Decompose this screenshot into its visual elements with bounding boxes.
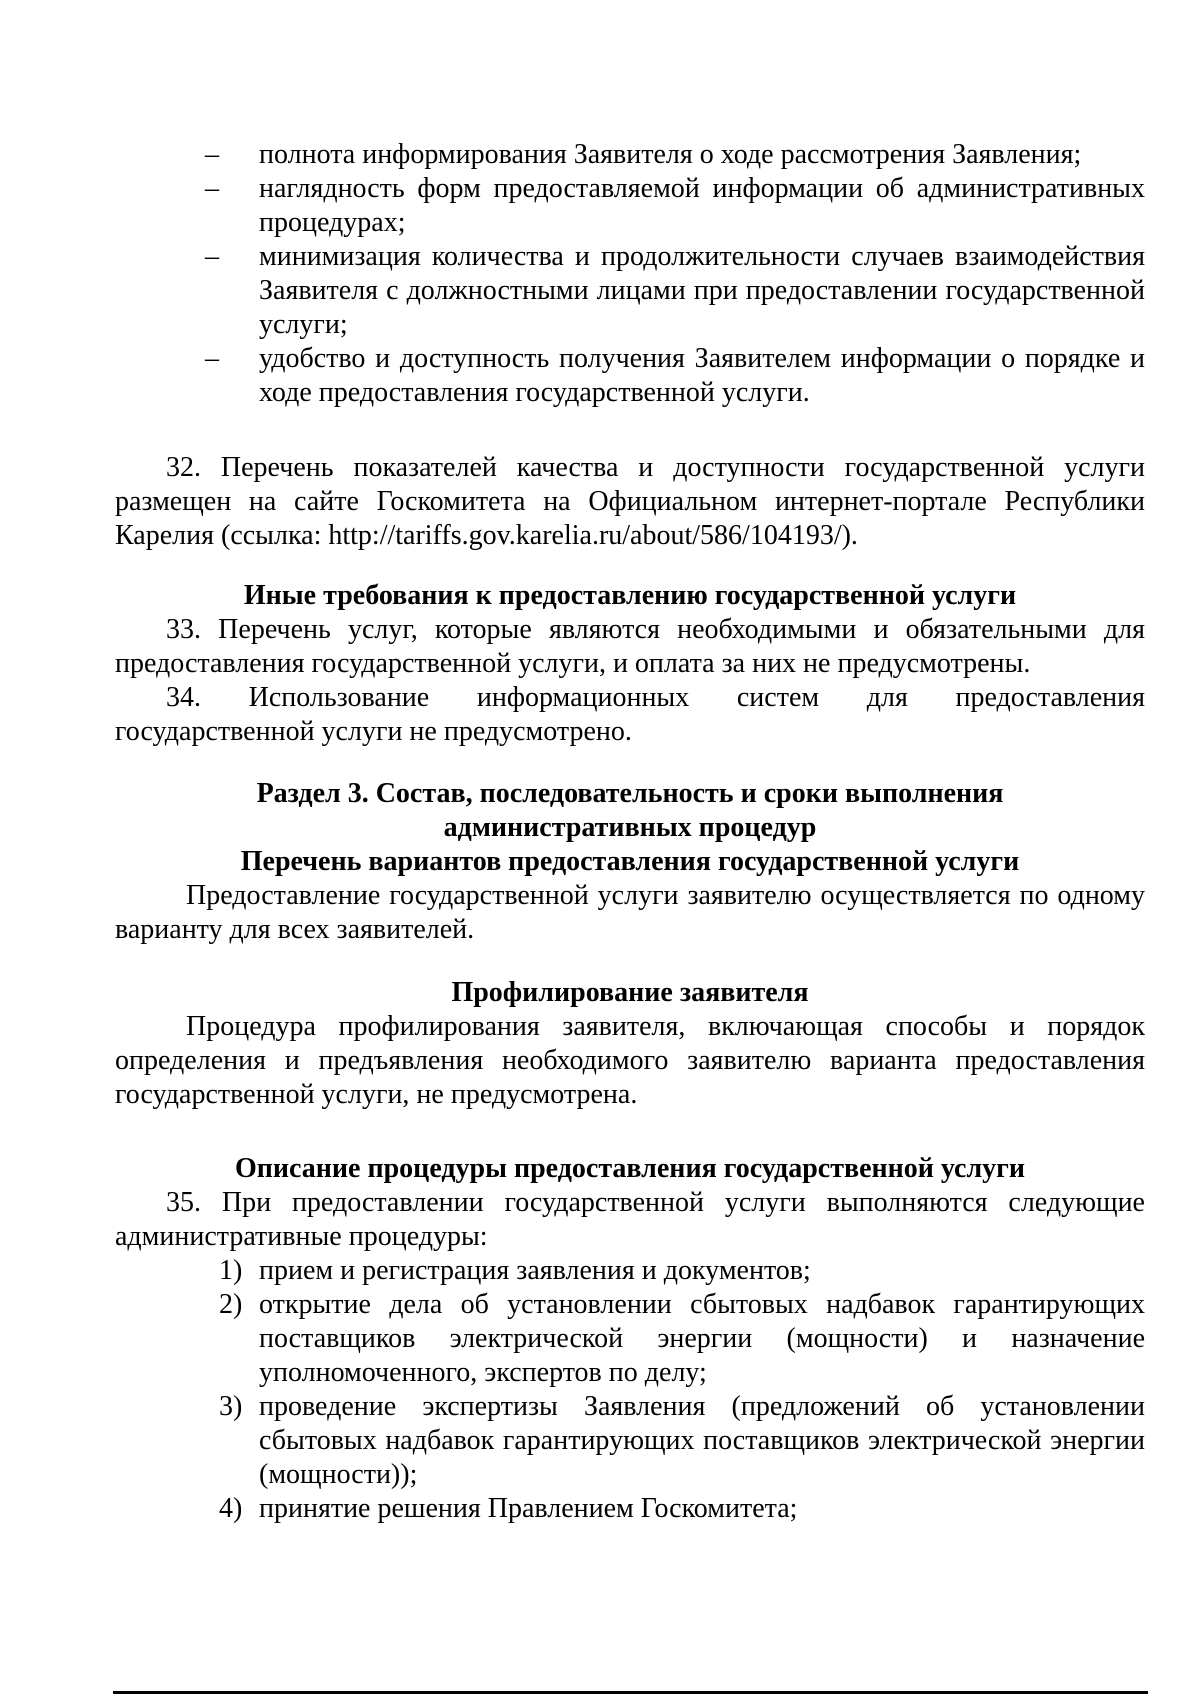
page-bottom-rule — [113, 1691, 1148, 1694]
section-heading: Иные требования к предоставлению государственной услуги — [243, 580, 1017, 611]
list-number: 3) — [219, 1391, 243, 1422]
list-item — [115, 1390, 1145, 1492]
list-number: 1) — [219, 1255, 243, 1286]
paragraph-35: 35. При предоставлении государственной услуги выполняются следующие административные процедуры: — [115, 1187, 1145, 1252]
dash-marker: – — [205, 241, 219, 272]
section-heading-line: административных процедур — [443, 812, 817, 843]
list-item — [115, 172, 1145, 240]
list-item — [115, 1254, 1145, 1288]
procedure-description-section — [115, 1152, 1145, 1526]
dash-marker: – — [205, 343, 219, 374]
profiling-section — [115, 976, 1145, 1112]
list-item — [115, 240, 1145, 342]
list-item — [115, 1288, 1145, 1390]
list-item — [115, 342, 1145, 410]
other-requirements-section — [115, 579, 1145, 749]
section-3-heading — [115, 777, 1145, 947]
paragraph-32: 32. Перечень показателей качества и доступности государственной услуги размещен на сайте Госкомитета на Официальном интернет-портале Республики Карелия (ссылка: http://tariffs.gov.karelia.ru/about/586/104193/). — [115, 452, 1145, 551]
list-item-text: прием и регистрация заявления и документов; — [259, 1255, 811, 1286]
bullet-list — [115, 138, 1145, 410]
dash-marker: – — [205, 173, 219, 204]
list-item-text: удобство и доступность получения Заявителем информации о порядке и ходе предоставления государственной услуги. — [259, 343, 1145, 408]
list-item-text: открытие дела об установлении сбытовых надбавок гарантирующих поставщиков электрической энергии (мощности) и назначение уполномоченного, экспертов по делу; — [259, 1289, 1145, 1388]
paragraph-variants: Предоставление государственной услуги заявителю осуществляется по одному варианту для всех заявителей. — [115, 880, 1145, 945]
list-item-text: принятие решения Правлением Госкомитета; — [259, 1493, 798, 1524]
paragraph-profiling: Процедура профилирования заявителя, включающая способы и порядок определения и предъявления необходимого заявителю варианта предоставления государственной услуги, не предусмотрена. — [115, 1011, 1145, 1110]
list-item-text: наглядность форм предоставляемой информации об административных процедурах; — [259, 173, 1145, 238]
section-heading-line: Раздел 3. Состав, последовательность и сроки выполнения — [256, 778, 1004, 809]
list-number: 2) — [219, 1289, 243, 1320]
subsection-heading: Описание процедуры предоставления государственной услуги — [234, 1153, 1026, 1184]
list-item-text: минимизация количества и продолжительности случаев взаимодействия Заявителя с должностными лицами при предоставлении государственной услуги; — [259, 241, 1145, 340]
list-item — [115, 1492, 1145, 1526]
dash-marker: – — [205, 139, 219, 170]
list-item-text: проведение экспертизы Заявления (предложений об установлении сбытовых надбавок гарантирующих поставщиков электрической энергии (мощности)); — [259, 1391, 1145, 1490]
paragraph-33: 33. Перечень услуг, которые являются необходимыми и обязательными для предоставления государственной услуги, и оплата за них не предусмотрены. — [115, 614, 1145, 679]
list-item — [115, 138, 1145, 172]
paragraph-34: 34. Использование информационных систем для предоставления государственной услуги не предусмотрено. — [115, 682, 1145, 747]
list-number: 4) — [219, 1493, 243, 1524]
subsection-heading: Профилирование заявителя — [451, 977, 809, 1008]
list-item-text: полнота информирования Заявителя о ходе рассмотрения Заявления; — [259, 139, 1082, 170]
subsection-heading: Перечень вариантов предоставления государственной услуги — [240, 846, 1020, 877]
